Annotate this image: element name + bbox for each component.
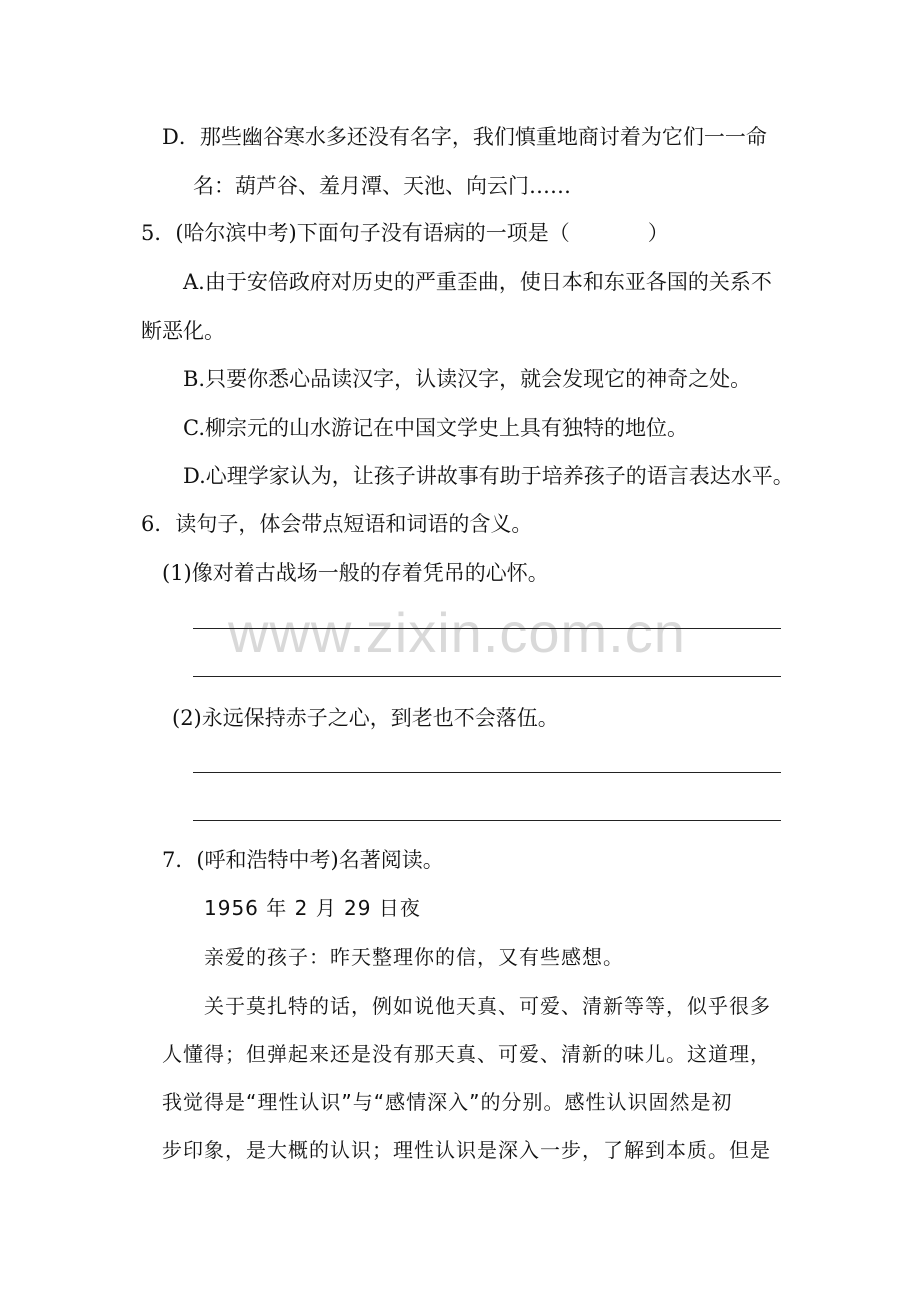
q5-option-d: D.心理学家认为，让孩子讲故事有助于培养孩子的语言表达水平。 <box>183 464 794 488</box>
q7-letter-date: 1956 年 2 月 29 日夜 <box>204 896 421 920</box>
q5-option-a-line1: A.由于安倍政府对历史的严重歪曲，使日本和东亚各国的关系不 <box>183 270 772 294</box>
q7-letter-greeting: 亲爱的孩子：昨天整理你的信，又有些感想。 <box>204 945 624 969</box>
q4-option-d-line1: D．那些幽谷寒水多还没有名字，我们慎重地商讨着为它们一一命 <box>162 125 767 149</box>
q6-sub2: (2)永远保持赤子之心，到老也不会落伍。 <box>172 706 559 730</box>
answer-line-2b[interactable] <box>193 820 781 821</box>
q7-paragraph-line1: 关于莫扎特的话，例如说他天真、可爱、清新等等，似乎很多 <box>204 994 771 1018</box>
q7-paragraph-line4: 步印象，是大概的认识；理性认识是深入一步，了解到本质。但是 <box>162 1138 771 1162</box>
q7-stem: 7．(呼和浩特中考)名著阅读。 <box>162 848 444 872</box>
answer-line-1b[interactable] <box>193 676 781 677</box>
q7-paragraph-line3: 我觉得是“理性认识”与“感情深入”的分别。感性认识固然是初 <box>162 1090 733 1114</box>
answer-line-1a[interactable] <box>193 628 781 629</box>
q6-sub1: (1)像对着古战场一般的存着凭吊的心怀。 <box>162 561 549 585</box>
watermark: www.zixin.com.cn <box>228 601 686 664</box>
q5-stem <box>141 220 669 246</box>
q5-stem-suffix: ） <box>647 221 669 245</box>
q6-stem: 6．读句子，体会带点短语和词语的含义。 <box>141 512 533 536</box>
q5-option-b: B.只要你悉心品读汉字，认读汉字，就会发现它的神奇之处。 <box>183 367 752 391</box>
q5-option-c: C.柳宗元的山水游记在中国文学史上具有独特的地位。 <box>183 416 688 440</box>
q7-paragraph-line2: 人懂得；但弹起来还是没有那天真、可爱、清新的味儿。这道理， <box>162 1042 771 1066</box>
answer-line-2a[interactable] <box>193 772 781 773</box>
q5-option-a-line2: 断恶化。 <box>141 319 225 343</box>
q5-stem-prefix: 5．(哈尔滨中考)下面句子没有语病的一项是（ <box>141 221 570 245</box>
q4-option-d-line2: 名：葫芦谷、羞月潭、天池、向云门…… <box>193 174 571 198</box>
